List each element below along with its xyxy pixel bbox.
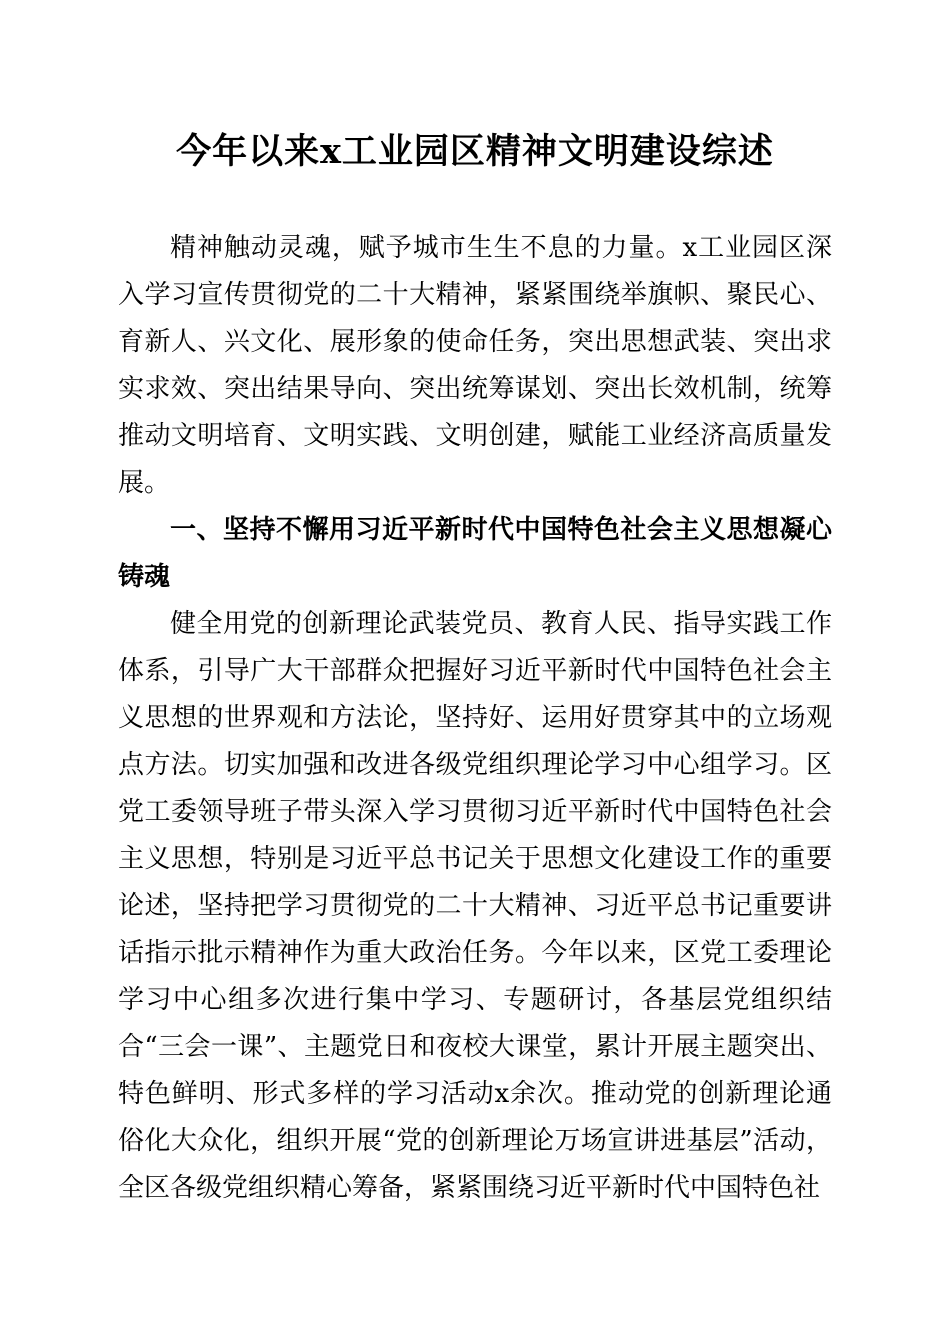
document-body [118,225,832,1212]
section-heading: 一、坚持不懈用习近平新时代中国特色社会主义思想凝心铸魂 [118,515,832,593]
body-paragraph: 健全用党的创新理论武装党员、教育人民、指导实践工作体系，引导广大干部群众把握好习近平新时代中国特色社会主义思想的世界观和方法论，坚持好、运用好贯穿其中的立场观点方法。切实加强和改进各级党组织理论学习中心组学习。区党工委领导班子带头深入学习贯彻习近平新时代中国特色社会主义思想，特别是习近平总书记关于思想文化建设工作的重要论述，坚持把学习贯彻党的二十大精神、习近平总书记重要讲话指示批示精神作为重大政治任务。今年以来，区党工委理论学习中心组多次进行集中学习、专题研讨，各基层党组织结合“三会一课”、主题党日和夜校大课堂，累计开展主题突出、特色鲜明、形式多样的学习活动x余次。推动党的创新理论通俗化大众化，组织开展“党的创新理论万场宣讲进基层”活动，全区各级党组织精心筹备，紧紧围绕习近平新时代中国特色社 [118,609,832,1204]
document-title: 今年以来x工业园区精神文明建设综述 [176,131,774,172]
body-paragraph: 精神触动灵魂，赋予城市生生不息的力量。x工业园区深入学习宣传贯彻党的二十大精神，紧紧围绕举旗帜、聚民心、育新人、兴文化、展形象的使命任务，突出思想武装、突出求实求效、突出结果导向、突出统筹谋划、突出长效机制，统筹推动文明培育、文明实践、文明创建，赋能工业经济高质量发展。 [118,233,832,499]
